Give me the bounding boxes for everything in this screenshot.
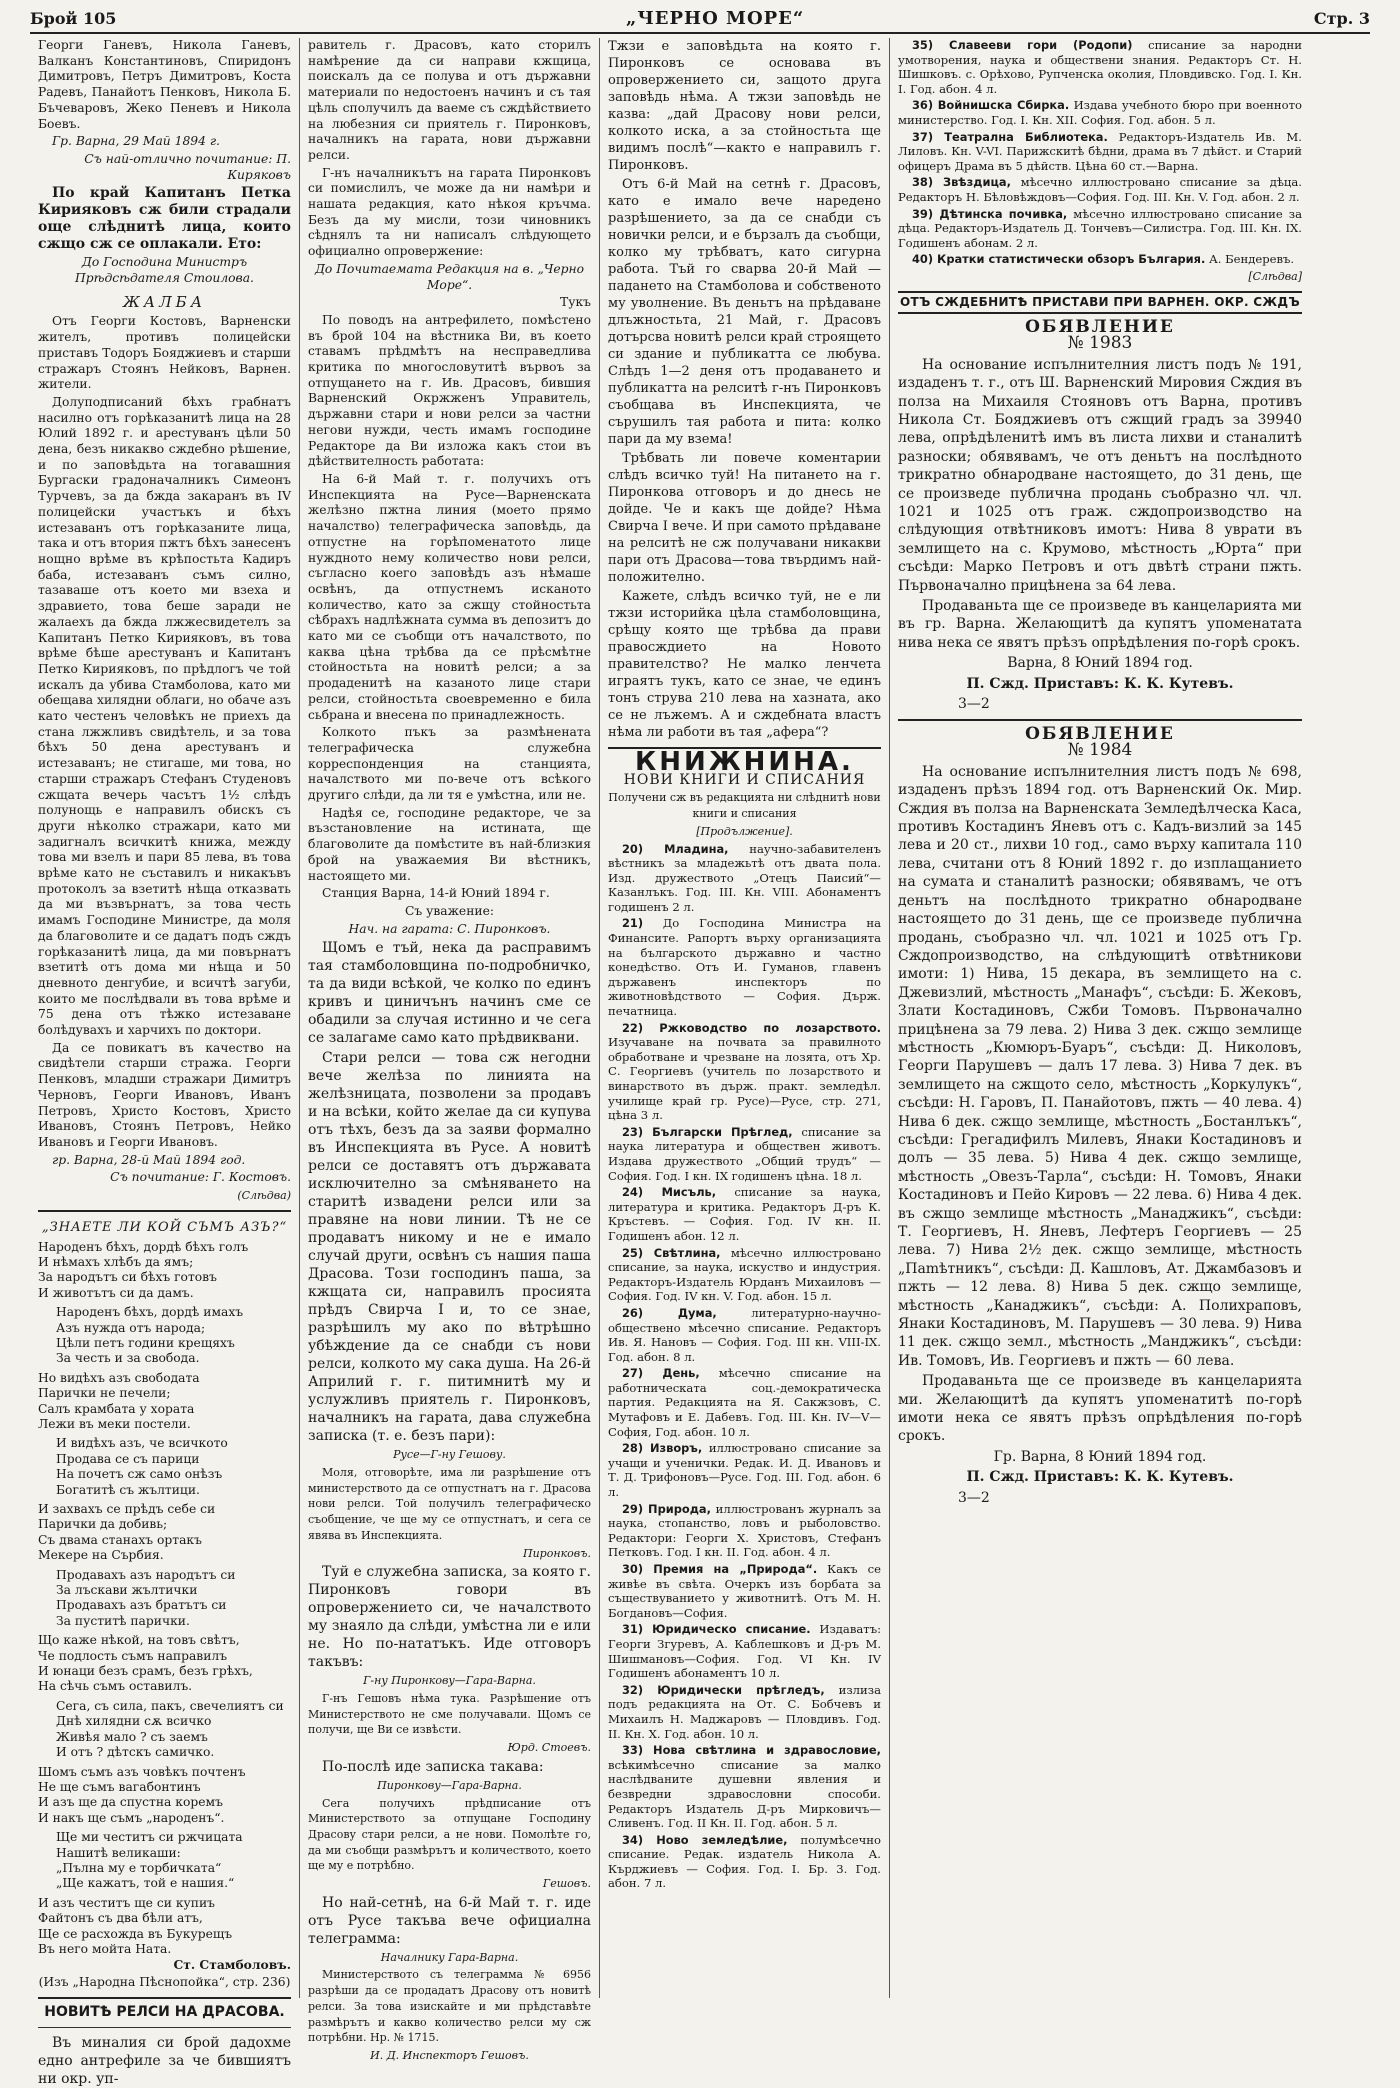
poem-line: Файтонъ съ два бѣли атъ, bbox=[38, 1911, 203, 1926]
poem-line: Народенъ бѣхъ, дордѣ имахъ bbox=[56, 1305, 244, 1320]
note-signature: Юрд. Стоевъ. bbox=[507, 1741, 591, 1755]
page-number: Стр. 3 bbox=[1313, 8, 1370, 28]
publication-details: полумѣсечно списание. Редак. издатель Никола А. Кърджиевъ — София. Год. I. Бр. 3. Год. абон. 7 л. bbox=[608, 1832, 881, 1891]
notice-signature: П. Сжд. Приставъ: К. К. Кутевъ. bbox=[966, 1469, 1234, 1486]
addressee: До Господина Министръ Прѣдсѣдателя Стоилова. bbox=[75, 255, 254, 286]
publication-details: научно-забавителенъ вѣстникъ за младежьтѣ отъ двата пола. Изд. дружеството „Отецъ Паисий“—Казанлъкъ. Год. III. Кн. VIII. Абонаментъ годишенъ 2 л. bbox=[608, 841, 881, 914]
poem-line: Въ него мойта Ната. bbox=[38, 1941, 172, 1956]
regards-line: Съ най-отлично почитание: П. Киряковъ bbox=[84, 151, 291, 182]
date-line-2: гр. Варна, 28-й Май 1894 год. bbox=[52, 1152, 246, 1167]
publication-item bbox=[608, 1306, 881, 1364]
poem-line: Не ще съмъ вагабонтинъ bbox=[38, 1779, 201, 1794]
columns bbox=[30, 38, 1370, 2087]
poem-line: И накъ ще съмъ „народенъ“. bbox=[38, 1810, 225, 1825]
divider bbox=[38, 1210, 291, 1212]
publication-details: иллюстрованъ журналъ за наука, стопанство, ловъ и рыболовство. Редактори: Георги Х. Христовъ, Стефанъ Петковъ. Год. I кн. II. Год. абон. 4 л. bbox=[608, 1501, 881, 1560]
publication-item bbox=[608, 1562, 881, 1620]
publication-details: Издава учебното бюро при военното министерство. Год. I. Кн. XII. София. Год. абон. 5 л. bbox=[898, 98, 1302, 127]
publication-item bbox=[898, 130, 1302, 174]
poem-line: За лъскави жълтички bbox=[56, 1583, 198, 1598]
paragraph: Колкото пъкъ за размѣнената телеграфическа служебна корреспонденция на станцията, началството ми по-вече отъ всѣкого другиго слѣди, да ли тя е умѣстна, или не. bbox=[308, 725, 591, 803]
poem-line: Но видѣхъ азъ свободата bbox=[38, 1370, 200, 1385]
publication-name: 40) Кратки статистически обзоръ България. bbox=[912, 252, 1206, 267]
publication-details: А. Бендеревъ. bbox=[1205, 252, 1295, 267]
notice-number: № 1984 bbox=[1067, 740, 1133, 761]
knizhnina-title: КНИЖНИНА. bbox=[635, 747, 854, 777]
publication-item bbox=[608, 1622, 881, 1680]
letter-signer: Нач. на гарата: С. Пиронковъ. bbox=[348, 921, 551, 936]
publication-name: 22) Ржководство по лозарството. bbox=[622, 1020, 881, 1035]
poem-line: Съ двама станахъ ортакъ bbox=[38, 1532, 202, 1547]
publication-item bbox=[898, 38, 1302, 96]
publication-name: 23) Български Прѣглед, bbox=[622, 1124, 793, 1139]
poem-title: „ЗНАЕТЕ ЛИ КОЙ СЪМЪ АЗЪ?“ bbox=[41, 1219, 288, 1235]
publication-name: 32) Юридически прѣгледъ, bbox=[622, 1682, 825, 1697]
poem-line: Цѣли петъ години крещяхъ bbox=[56, 1335, 235, 1350]
note-addressee: Началнику Гара-Варна. bbox=[380, 1950, 519, 1964]
publication-name: 31) Юридическо списание. bbox=[622, 1622, 811, 1637]
note-signature: Пиронковъ. bbox=[522, 1546, 591, 1560]
paragraph: Кажете, слѣдъ всичко туй, не е ли тжзи историйка цѣла стамболовщина, срѣщу която ще трѣбва да прави правосждието на Новото правителство? Не малко ленчета играятъ тукъ, като се знае, че единъ тонъ струва 210 лева на хазната, ако се не лъжемъ. А и сждебната властъ нѣма ли работи въ тая „афера“? bbox=[608, 589, 881, 740]
divider bbox=[38, 2027, 291, 2028]
publication-details: Издаватъ: Георги Згуревъ, А. Каблешковъ и Д-ръ М. Шишмановъ—София. Год. VI Кн. IV Годишенъ абонаментъ 10 л. bbox=[608, 1622, 881, 1681]
paragraph: Трѣбвать ли повече коментарии слѣдъ всичко туй! На питането на г. Пиронкова отговоръ и до днесь не дойде. Че и какъ ще дойде? Нѣма Свирча I вече. И при самото прѣдаване на релситѣ не сж получавани никакви пари отъ Драсова—това твърдимъ най-положително. bbox=[608, 451, 881, 585]
publication-details: мѣсечно иллюстровано списание за дѣца. Редакторъ-Издатель Д. Тончевъ—Силистра. Год. III. Кн. IX. Годишенъ абонам. 2 л. bbox=[898, 206, 1302, 250]
poem-line: За честь и за свобода. bbox=[56, 1351, 200, 1366]
continued-note: [Слѣдва] bbox=[1248, 269, 1302, 283]
poem-line: Лежи въ меки постели. bbox=[38, 1416, 191, 1431]
note-text: Сега получихъ прѣдписание отъ Министерството за отпущане Господину Драсову стари релси, а не нови. Помолѣте го, да ми съобщи размѣрътъ и количеството, което ще му е потрѣбно. bbox=[308, 1796, 591, 1873]
column-3 bbox=[600, 38, 890, 1998]
publication-item bbox=[608, 1502, 881, 1560]
poem-line: И животътъ си да дамъ. bbox=[38, 1285, 194, 1300]
paragraph: Тжзи е заповѣдьта на която г. Пиронковъ се основава въ опровержението си, защото друга заповѣдь нѣма. А тжзи заповѣдь не казва: „дай Драсову нови релси, колкото иска, а за стойностьта ще видимъ послѣ“—както е направилъ г. Пиронковъ. bbox=[608, 39, 881, 173]
zhalba-sub: Отъ Георги Костовъ, Варненски жителъ, противъ полицейски приставъ Тодоръ Бояджиевъ и старши стражаръ Стоянъ Нейковъ, Варнен. жители. bbox=[38, 314, 291, 392]
note-signature: И. Д. Инспекторъ Гешовъ. bbox=[370, 2048, 529, 2062]
publication-name: 34) Ново земледѣлие, bbox=[622, 1832, 788, 1847]
intro-paragraph: По край Капитанъ Петка Кирияковъ сж били страдали още слѣднитѣ лица, които сжщо сж се оплакали. Ето: bbox=[38, 185, 291, 253]
publication-name: 33) Нова свѣтлина и здравословие, bbox=[622, 1743, 881, 1758]
poem-line: И видѣхъ азъ, че всичкото bbox=[56, 1436, 228, 1451]
publication-name: 38) Звѣздица, bbox=[912, 175, 1011, 190]
poem-line: „Пълна му е торбичката“ bbox=[56, 1860, 222, 1875]
poem-source: (Изъ „Народна Пѣснопойка“, стр. 236) bbox=[38, 1975, 291, 1990]
poem bbox=[38, 1240, 291, 1958]
column-4 bbox=[890, 38, 1310, 1998]
letter-place: Тукъ bbox=[560, 295, 591, 310]
publication-name: 20) Младина, bbox=[622, 841, 729, 856]
publication-name: 37) Театрална Библиотека. bbox=[912, 129, 1108, 144]
publication-name: 36) Войнишска Сбирка. bbox=[912, 98, 1070, 113]
poem-line: Днѣ хилядни сѫ всичко bbox=[56, 1714, 212, 1729]
poem-line: На сѣчь съмъ оставилъ. bbox=[38, 1679, 193, 1694]
poem-line: Продавахъ азъ народътъ си bbox=[56, 1567, 236, 1582]
paragraph: Отъ 6-й Май на сетнѣ г. Драсовъ, като е имало вече наредено разрѣшението, за да се снабди съ новички релси, и е бързалъ да съобщи, колко му трѣбватъ, като сигурна работа. Тъй го сварва 20-й Май — падането на Стамболова и собственото му уволнение. Въ деньтъ на прѣдаване длъжностьта, 21 Май, г. Драсовъ дотърсва новитѣ релси край строящето си здание и публикатта се любува. Слѣдъ 1—2 деня отъ продаването и публикатта на релситѣ г-нъ Пиронковъ съобщава въ Инспекцията, че сърушилъ тая работа и пита: колко пари да му взема! bbox=[608, 177, 881, 447]
letter-addressee: До Почитаемата Редакция на в. „Черно Море“. bbox=[314, 261, 585, 292]
publication-item bbox=[608, 1366, 881, 1439]
poem-line: Що каже нѣкой, на товъ свѣтъ, bbox=[38, 1633, 240, 1648]
poem-line: Азъ нужда отъ народа; bbox=[56, 1320, 206, 1335]
publication-item bbox=[608, 1743, 881, 1831]
publication-details: Изучаване на почвата за правилното обработване и чрезване на лозята, отъ Хр. С. Георгиевъ (учитель по лозарството и винарството въ държ. практ. земледѣл. училище край гр. Русе)—Русе, стр. 271, цѣна 3 л. bbox=[608, 1035, 881, 1123]
publication-details: списание за народни умотворения, наука и обществени знания. Редакторъ Ст. Н. Шишковъ. с. Орѣхово, Рупченска околия, Пловдивско. Год. I. Кн. I. Год. абон. 4 л. bbox=[898, 38, 1302, 96]
publication-item bbox=[898, 252, 1302, 267]
publication-details: мѣсечно иллюстровано списание, за наука, искуство и индустрия. Редакторъ-Издатель Юрданъ Михаиловъ — София. Год. IV кн. V. Год. абон. 15 л. bbox=[608, 1245, 881, 1304]
notice-run: 3—2 bbox=[958, 1489, 990, 1506]
column-2 bbox=[300, 38, 600, 2062]
publication-item bbox=[608, 1125, 881, 1183]
notice-text: Продаваньта ще се произведе въ канцеларията ми. Желающитѣ да купятъ упоменатитѣ по-горѣ имоти нека се явятъ прѣзъ опрѣдѣления по-горѣ срокъ. bbox=[898, 1373, 1302, 1445]
date-line: Гр. Варна, 29 Май 1894 г. bbox=[52, 134, 220, 149]
notice-title: ОБЯВЛЕНИЕ bbox=[1025, 724, 1175, 745]
note-signature: Гешовъ. bbox=[542, 1877, 591, 1891]
paragraph: Надѣя се, господине редакторе, че за възстановление на истината, ще благоволите да помѣстите въ най-близкия брой на уважаемия Ви вѣстникъ, настоящето ми. bbox=[308, 805, 591, 883]
poem-line: За народътъ си бѣхъ готовъ bbox=[38, 1270, 217, 1285]
notice-text: На основание испълнителния листъ подъ № 191, издаденъ т. г., отъ Ш. Варненский Мировия Сждия въ полза на Михаиля Стояновъ отъ Варна, противъ Никола Ст. Бояджиевъ отъ сжщий градъ за 39940 лева, опрѣдѣленитѣ имъ въ листа лихви и станалитѣ разноски; обявявамъ, че отъ деньтъ на послѣдното трикратно обнародване настоящето, до 31 день, ще се произведе публична продань съобразно чл. чл. 1021 и 1025 отъ граж. сждопроизводство на слѣдующия отвѣтниковъ имотъ: Нива 8 уврати въ землището на с. Крумово, мѣстность „Юрта“ при съсѣди: Марко Петровъ и отъ двѣтѣ страни пжть. Първоначално прицѣнена за 64 лева. bbox=[898, 356, 1302, 594]
publication-item bbox=[608, 1246, 881, 1304]
notice-run: 3—2 bbox=[958, 696, 990, 713]
poem-line: И отъ ? дѣтскъ самичко. bbox=[56, 1745, 215, 1760]
notice-date: Гр. Варна, 8 Юний 1894 год. bbox=[993, 1448, 1207, 1465]
poem-line: Ще се расхожда въ Букурещъ bbox=[38, 1926, 233, 1941]
poem-line: Шомъ съмъ азъ човѣкъ почтенъ bbox=[38, 1764, 246, 1779]
letter-regards: Съ уважение: bbox=[404, 903, 495, 918]
relsi-start: Въ миналия си брой дадохме едно антрефиле за че бившиятъ ни окр. уп- bbox=[38, 2034, 291, 2087]
publication-name: 29) Природа, bbox=[622, 1501, 711, 1516]
divider bbox=[898, 719, 1302, 721]
witness-paragraph: Да се повикатъ въ качество на свидѣтели старши стража. Георги Пенковъ, младши стражари Димитръ Черновъ, Георги Ивановъ, Иванъ Петровъ, Христо Костовъ, Христо Ивановъ, Стоянъ Петровъ, Нейко Ивановъ и Георги Ивановъ. bbox=[38, 1040, 291, 1149]
publication-item bbox=[608, 1683, 881, 1741]
publication-details: мѣсечно иллюстровано списание за дѣца. Редакторъ Н. Бѣловѣждовъ—София. Год. III. Кн. V. Год. абон. 2 л. bbox=[898, 175, 1302, 204]
newspaper-title: „ЧЕРНО МОРЕ“ bbox=[626, 7, 805, 29]
continued-note: (Слѣдва) bbox=[237, 1189, 291, 1203]
poem-line: И азъ ще да спустна коремъ bbox=[38, 1795, 223, 1810]
poem-line: И азъ честитъ ще си купиъ bbox=[38, 1895, 215, 1910]
poem-line: Сега, съ сила, пакъ, свечелиятъ си bbox=[56, 1698, 284, 1713]
publication-details: Какъ се живѣе въ свѣта. Очеркъ изъ борбата за съществуванието у животнитѣ. Отъ М. Н. Богдановъ—София. bbox=[608, 1562, 881, 1620]
divider bbox=[38, 1997, 291, 1999]
paragraph: Г-нъ началникътъ на гарата Пиронковъ си помислилъ, че може да ни намѣри и нашата редакция, като нѣкоя кръчма. Безъ да му мисли, този чиновникъ сѣднялъ та ни написалъ слѣдующето официално опровержение: bbox=[308, 165, 591, 259]
poem-line: Богатитѣ съ жълтици. bbox=[56, 1482, 200, 1497]
poem-line: Салъ крамбата у хората bbox=[38, 1401, 195, 1416]
publication-list bbox=[608, 842, 881, 1892]
note-text: Г-нъ Гешовъ нѣма тука. Разрѣшение отъ Министерството не сме получавали. Щомъ се получи, ще Ви се извѣсти. bbox=[308, 1692, 591, 1737]
zhalba-body: Долуподписаний бѣхъ грабнатъ насилно отъ горѣказанитѣ лица на 28 Юлий 1892 г. и арестуванъ цѣли 50 дена, безъ никакво сждебно рѣшение, и по заповѣдьта на тогавашния Бургаски градоначалникъ Симеонъ Турчевъ, за да бжда закаранъ въ IV полицейски участъкъ и бѣхъ истезаванъ отъ горѣказаните лица, така и отъ втория пжтъ бѣхъ занесенъ нощно врѣме въ крѣпостьта Кадиръ баба, истезаванъ съмъ силно, тазаваше отъ което ми взеха и здравието, това беше заради не жалаехъ да бжда лжжесвидетелъ за Капитанъ Петко Кирияковъ, въ това врѣме бѣше арестуванъ и Капитанъ Петко Кирияковъ, по прѣдлогъ че той искалъ да убива Стамболова, като ми обещава хилядни облаги, но обаче азъ като честенъ человѣкъ не приехъ да стана лжжливъ свидѣтель, и за това бѣхъ 50 дена арестуванъ и истезаванъ; не стигаше, ми това, но старши стражаръ Стефанъ Студеновъ сжщата вечерь часътъ 1½ слѣдъ полунощь е направилъ обискъ съ други нѣколко стражари, като ми задигналъ всичкитѣ книжа, между това ми взелъ и пари 85 лева, въ това врѣме като не съставилъ и никакъвъ протоколъ за взетитѣ нѣща отказвать да ми възвърнатъ, за това честь имамъ Господине Министре, да моля да благоволите и се дадатъ подъ сждъ горѣказанитѣ лица, да ми повърнатъ взетитѣ отъ дома ми нѣща и 50 дневното денгубие, и всичтѣ загуби, които ме послѣдвали въ това врѣме и 75 дена отъ тѣжко истезаване болѣдувахъ и харчихъ по доктори. bbox=[38, 394, 291, 1038]
poem-author: Ст. Стамболовъ. bbox=[173, 1957, 291, 1973]
letter-date: Станция Варна, 14-й Юний 1894 г. bbox=[322, 886, 550, 901]
publication-item bbox=[898, 175, 1302, 204]
poem-line: На почетъ сж само онѣзъ bbox=[56, 1467, 223, 1482]
publication-name: 24) Мисъль, bbox=[622, 1185, 717, 1200]
names-paragraph: Георги Ганевъ, Никола Ганевъ, Валканъ Константиновъ, Спиридонъ Димитровъ, Петръ Димитровъ, Коста Радевъ, Панайотъ Пенковъ, Никола Б. Бъчеваровъ, Жеко Пеневъ и Никола Боевъ. bbox=[38, 38, 291, 131]
publication-item bbox=[608, 1441, 881, 1499]
page-header bbox=[30, 4, 1370, 34]
publication-list bbox=[898, 38, 1302, 267]
publication-name: 21) bbox=[622, 916, 644, 931]
knizhnina-subtitle: НОВИ КНИГИ И СПИСАНИЯ bbox=[623, 771, 866, 788]
poem-line: Продавахъ азъ братътъ си bbox=[56, 1598, 227, 1613]
paragraph: Но най-сетнѣ, на 6-й Май т. г. иде отъ Русе такъва вече официална телеграмма: bbox=[308, 1894, 591, 1947]
poem-line: Продава се съ парици bbox=[56, 1451, 200, 1466]
publication-details: Редакторъ-Издатель Ив. М. Лиловъ. Кн. V-VI. Парижскитѣ бѣдни, драма въ 7 дѣйст. и Старий офицеръ Драма въ 5 дѣйств. Цѣна 60 ст.—Варна. bbox=[898, 129, 1302, 173]
paragraph: По-послѣ иде записка такава: bbox=[322, 1758, 544, 1775]
paragraph: Туй е служебна записка, за която г. Пиронковъ говори въ опровержението си, че началството му знаяло да слѣди, умѣстна ли е или не. Но по-нататъкъ. Иде отговоръ такъвъ: bbox=[308, 1564, 591, 1671]
publication-name: 25) Свѣтлина, bbox=[622, 1245, 721, 1260]
poem-line: И захвахъ се прѣдъ себе си bbox=[38, 1502, 216, 1517]
poem-line: За пуститѣ парички. bbox=[56, 1613, 190, 1628]
court-section-heading: ОТЪ СЖДЕБНИТѢ ПРИСТАВИ ПРИ ВАРНЕН. ОКР. СЖДЪ bbox=[898, 291, 1302, 315]
column-1 bbox=[30, 38, 300, 2087]
poem-line: И юнаци безъ срамъ, безъ грѣхъ, bbox=[38, 1664, 253, 1679]
knizhnina-intro: Получени сж въ редакцията ни слѣднитѣ нови книги и списания bbox=[608, 791, 881, 821]
notice-body bbox=[898, 763, 1302, 1507]
publication-item bbox=[608, 1185, 881, 1243]
notice-signature: П. Сжд. Приставъ: К. К. Кутевъ. bbox=[966, 675, 1234, 692]
publication-details: мѣсечно списание на работническата соц.-демократическа партия. Редакцията на Я. Сакжзовъ, С. Мутафовъ и Е. Дабевъ. Год. III. Кн. IV—V—София, Год. абон. 10 л. bbox=[608, 1366, 881, 1439]
publication-details: всѣкимѣсечно списание за малко наслѣдваните душевни явления и безвредни здравословни способи. Редакторъ Издатель Д-ръ Мирковичъ—Сливенъ. Год. II Кн. II. Год. абон. 5 л. bbox=[608, 1757, 881, 1831]
publication-item bbox=[608, 916, 881, 1018]
publication-name: 35) Славееви гори (Родопи) bbox=[912, 38, 1133, 52]
poem-line: И нѣмахъ хлѣбъ да ямъ; bbox=[38, 1254, 194, 1269]
note-addressee: Г-ну Пиронкову—Гара-Варна. bbox=[363, 1674, 536, 1688]
note-text: Моля, отговорѣте, има ли разрѣшение отъ министерството да се отпустнатъ на г. Драсова нови релси. Той получилъ телеграфическо съобщение, че ще му се отпустнатъ, и сега се явява въ Инспекцията. bbox=[308, 1466, 591, 1542]
note-addressee: Пиронкову—Гара-Варна. bbox=[377, 1778, 522, 1792]
poem-line: Нашитѣ великаши: bbox=[56, 1845, 181, 1860]
publication-name: 26) Дума, bbox=[622, 1305, 717, 1320]
notice-body bbox=[898, 356, 1302, 714]
notice-number: № 1983 bbox=[1067, 333, 1133, 354]
poem-line: „Ще кажатъ, той е нашия.“ bbox=[56, 1876, 235, 1891]
notice-text: На основание испълнителния листъ подъ № 698, издаденъ прѣзъ 1894 год. отъ Варненский Ок. Мир. Сждия въ полза на Варненската Земледѣлческа Каса, противъ Костадинъ Яневъ отъ с. Кадъ-визлий за 145 лева и 20 ст., лихви 10 год., само върху капитала 110 лева, считани отъ 8 Юний 1892 г. до изплащанието на сумата и станалитѣ разноски; обявявамъ, че отъ деньтъ на послѣдното трикратно обнародване настоящето до 31 день, ще се произведе публична продань, съобразно чл. чл. 1021 и 1025 отъ Гр. Сждопроизводство, на слѣдующитѣ отвѣтникови имоти: 1) Нива, 15 декара, въ землището на с. Джевизлий, мѣстность „Манафъ“, съсѣди: Б. Жековъ, Злати Костадиновъ, Сжби Томовъ. Първоначално прицѣнена за 79 лева. 2) Нива 3 дек. сжщо землище мѣстность „Кюмюръ-Буаръ“, съсѣди: Д. Николовъ, Георги Парушевъ — далъ 17 лева. 3) Нива 7 дек. въ землището на сжщото село, мѣстность „Коркулукъ“, съсѣди: Н. Гаровъ, П. Панайотовъ, пжть — 40 лева. 4) Нива 6 дек. сжщо землище, мѣстность „Бостанлъкъ“, съсѣди: Грегадифилъ Милевъ, Янаки Костадиновъ и долъ — 35 лева. 5) Нива 4 дек. сжщо землище, мѣстность „Овезъ-Тарла“, съсѣди: Н. Томовъ, Янаки Костадиновъ и Пейо Кировъ — 22 лева. 6) Нива 4 дек. въ сжщо землище мѣстность „Манаджикъ“, съсѣди: Т. Георгиевъ, Н. Яневъ, Лефтеръ Георгиевъ — 25 лева. 7) Нива 2½ дек. сжщо землище, мѣстность „Пamѣтникъ“, съсѣди: Д. Кашловъ, Ат. Джамбазовъ и пжть — 12 лева. 8) Нива 5 дек. сжщо землище, мѣстность „Канаджикъ“, съсѣди: А. Полихраповъ, Янаки Костадиновъ, М. Парушевъ — 30 лева. 9) Нива 11 дек. сжщо земл., мѣстность „Манджикъ“, съсѣди: Ив. Томовъ, Ив. Георгиевъ и пжть — 60 лева. bbox=[898, 763, 1302, 1369]
note-text: Министерството съ телеграмма № 6956 разрѣши да се продадатъ Драсову отъ новитѣ релси. За това изискайте и ми прѣдставѣте размѣрътъ и какво количество релси му сж потрѣбни. Нр. № 1715. bbox=[308, 1968, 591, 2045]
publication-details: иллюстровано списание за учащи и ученички. Редак. И. Д. Ивановъ и Т. Д. Трифоновъ—Русе. Год. III. Год. абон. 6 л. bbox=[608, 1441, 882, 1500]
publication-item bbox=[898, 98, 1302, 127]
zhalba-title: ЖАЛБА bbox=[122, 292, 207, 311]
publication-item bbox=[898, 207, 1302, 251]
publication-details: списание за наука литература и обществен животъ. Издава дружеството „Общий трудъ“ — София. Год. I кн. IX годишенъ цѣна. 18 л. bbox=[608, 1124, 881, 1183]
regards-line-2: Съ почитание: Г. Костовъ. bbox=[110, 1170, 291, 1185]
publication-name: 27) День, bbox=[622, 1366, 700, 1381]
knizhnina-continued: [Продължение]. bbox=[696, 824, 793, 838]
publication-details: литературно-научно-обществено мѣсечно списание. Редакторъ Ив. Я. Нановъ — София. Год. III кн. VIII-IX. Год. абон. 8 л. bbox=[608, 1305, 881, 1364]
publication-details: излиза подъ редакцията на От. С. Бобчевъ и Михаилъ Н. Маджаровъ — Пловдивъ. Год. II. Кн. Х. Год. абон. 10 л. bbox=[608, 1682, 881, 1741]
publication-item bbox=[608, 1021, 881, 1123]
paragraph: Стари релси — това сж негодни вече желѣза по линията на желѣзницата, позволени за продавъ и на всѣки, който желае да си купува отъ тѣхъ, безъ да за заяви формално въ Инспекцията въ Русе. А новитѣ релси се доставятъ отъ държавата исключително за смѣняването на старитѣ извадени релси или за правяне на нови линии. Тѣ не се продаватъ никому и не е имало случай други, освѣнъ съ нашия паша Драсова. Този господинъ паша, за кжщата си, направилъ просията прѣдъ Свирча I и, то се знае, разрѣшилъ му ако по вѣтрѣшно убѣждение да се снабди съ нови релси, колкото му сака душа. На 26-й Априлий г. г. питимнитѣ му и услужливъ приятель г. Пиронковъ, началникъ на гарата, дава служебна записка (т. е. безъ пари): bbox=[308, 1050, 591, 1445]
poem-line: Парички не печели; bbox=[38, 1386, 171, 1401]
paragraph: равитель г. Драсовъ, като сторилъ намѣрение да си направи кжщица, поискалъ да се полува и отъ държавни материали по недостоенъ начинъ и съ тая цѣль сполучилъ да ваеме съ сждѣйствието на любезния си приятель г. Пиронковъ, началникъ на гарата, нови държавни релси. bbox=[308, 38, 591, 162]
publication-name: 30) Премия на „Природа“. bbox=[622, 1562, 818, 1577]
publication-item bbox=[608, 842, 881, 915]
publication-details: До Господина Министра на Финансите. Рапортъ върху организацията на българското държавно и частно конедѣство. Отъ И. Гуманов, главенъ държавенъ инспекторъ по животновѣдството — София. Държ. печатница. bbox=[608, 916, 881, 1019]
publication-name: 28) Изворъ, bbox=[622, 1441, 703, 1456]
publication-details: списание за наука, литература и критика. Редакторъ Д-ръ К. Кръстевъ. — София. Год. IV кн. II. Годишенъ абон. 12 л. bbox=[608, 1185, 881, 1243]
poem-line: Ще ми честитъ си ржчицата bbox=[56, 1830, 243, 1845]
poem-line: Мекере на Сърбия. bbox=[38, 1548, 164, 1563]
note-addressee: Русе—Г-ну Гешову. bbox=[393, 1448, 506, 1462]
poem-line: Народенъ бѣхъ, дордѣ бѣхъ голъ bbox=[38, 1239, 249, 1254]
poem-line: Че подлость съмъ направилъ bbox=[38, 1648, 228, 1663]
notice-text: Продаваньта ще се произведе въ канцеларията ми въ гр. Варна. Желающитѣ да купятъ упоменатата нива нека се явятъ прѣзъ опрѣдѣления по-горѣ срокъ. bbox=[898, 598, 1302, 651]
publication-item bbox=[608, 1833, 881, 1891]
relsi-title: НОВИТѢ РЕЛСИ НА ДРАСОВА. bbox=[44, 2003, 285, 2020]
paragraph: Щомъ е тъй, нека да расправимъ тая стамболовщина по-подробничко, та да види всѣкой, че колко по единъ кривъ и циничънъ начинъ сме се обадили за случая истинно и че сега се залагаме само като прѣдвиквани. bbox=[308, 940, 591, 1047]
paragraph: По поводъ на антрефилето, помѣстено въ брой 104 на вѣстника Ви, въ което ставамъ прѣдмѣтъ на несправедлива критика по многословутитѣ вървоъ за отпущането на г. Ив. Драсовъ, бившия Варненский Окржженъ Управитель, държавни стари и нови релси за частни негови нужди, честь имамъ господине Редакторе да Ви изложа какъ стои въ дѣйствителность работата: bbox=[308, 312, 591, 469]
poem-line: Живѣя мало ? съ заемъ bbox=[56, 1729, 208, 1744]
notice-title: ОБЯВЛЕНИЕ bbox=[1025, 317, 1175, 338]
poem-line: Парички да добивь; bbox=[38, 1517, 168, 1532]
paragraph: На 6-й Май т. г. получихъ отъ Инспекцията на Русе—Варненската желѣзно пжтна линия (моето прямо началство) телеграфическа заповѣдь, да отпустне на горѣпоменатото лице нуждното нему количество нови релси, съгласно коего заповѣдъ азъ нѣмаше освѣнъ, да отпустнемъ исканото количество, като за сжщу стойностьта сѣбрахъ надлѣжната сумма въ депозитъ до като ми се съобщи отъ началството, по каква цѣна трѣбва да се прѣсмѣтне стойностьта на новитѣ релси; а за продаденитѣ на казаното лице стари релси, стойностьта своевременно е била сьбрана и внесена по принадлежность. bbox=[308, 471, 591, 722]
notice-date: Варна, 8 Юний 1894 год. bbox=[1007, 655, 1193, 672]
publication-name: 39) Дѣтинска почивка, bbox=[912, 206, 1068, 221]
issue-number: Брой 105 bbox=[30, 8, 117, 28]
